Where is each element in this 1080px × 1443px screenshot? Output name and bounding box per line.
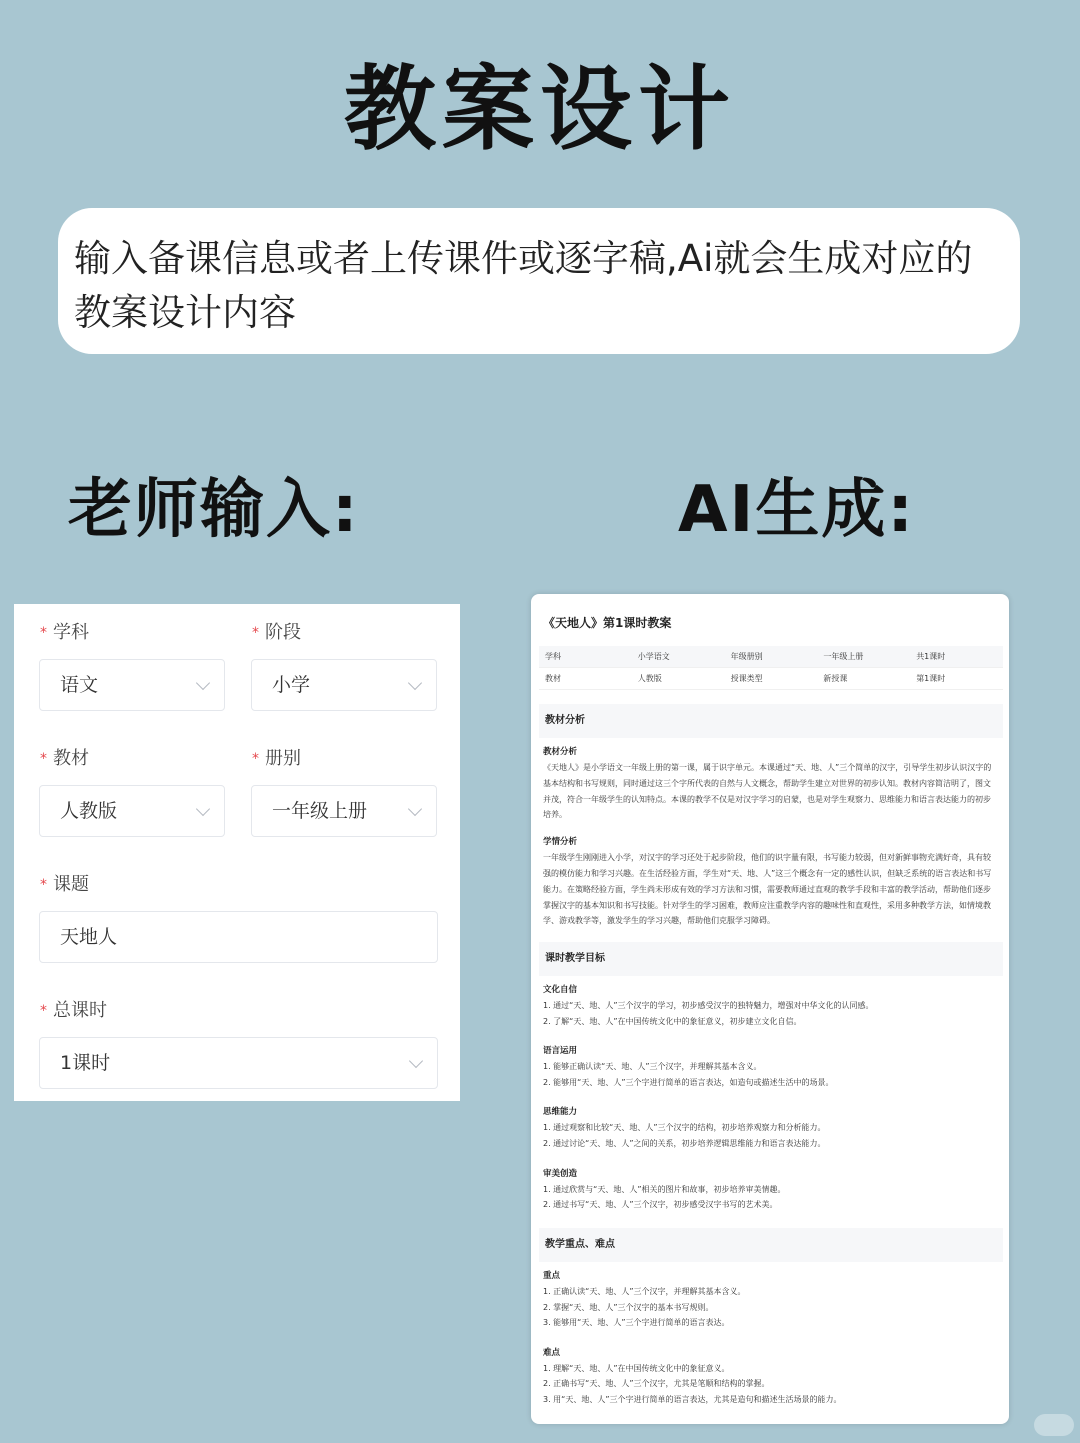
list-item: 2. 掌握“天、地、人”三个汉字的基本书写规则。 — [543, 1302, 714, 1312]
stage-select[interactable]: 小学 — [251, 659, 437, 711]
list-item: 3. 用“天、地、人”三个字进行简单的语言表达，尤其是造句和描述生活场景的能力。 — [543, 1394, 842, 1404]
section-heading: 教学重点、难点 — [539, 1228, 1003, 1262]
lesson-plan-document — [531, 594, 1009, 1424]
list-item: 2. 通过书写“天、地、人”三个汉字，初步感受汉字书写的艺术美。 — [543, 1200, 778, 1210]
teacher-input-label: 老师输入: — [68, 473, 360, 547]
info-table — [539, 646, 1003, 690]
table-cell: 学科 — [539, 646, 632, 668]
table-cell: 第1课时 — [910, 668, 1003, 690]
sub-heading: 文化自信 — [543, 985, 578, 995]
table-row — [539, 646, 1003, 668]
subject-select[interactable]: 语文 — [39, 659, 225, 711]
list-item: 1. 通过欣赏与“天、地、人”相关的图片和故事，初步培养审美情趣。 — [543, 1184, 786, 1194]
table-cell: 共1课时 — [910, 646, 1003, 668]
table-cell: 小学语文 — [632, 646, 725, 668]
watermark — [1034, 1414, 1074, 1436]
keypoints-block — [543, 1268, 997, 1408]
topic-label: * 课题 — [40, 874, 89, 895]
list-item: 1. 通过观察和比较“天、地、人”三个汉字的结构，初步培养观察力和分析能力。 — [543, 1123, 826, 1133]
chevron-down-icon — [408, 802, 422, 816]
sub-heading: 学情分析 — [543, 837, 578, 848]
sub-heading: 审美创造 — [543, 1168, 578, 1179]
paragraph: 一年级学生刚刚进入小学，对汉字的学习还处于起步阶段，他们的识字量有限，书写能力较弱，但对新鲜事物充满好奇，具有较强的模仿能力和学习兴趣。在生活经验方面，学生对“天、地、人”这三个概念有一定的感性认识，但缺乏系统的语言表达和书写能力。在策略经验方面，学生尚未形成有效的学习方法和习惯，需要教师通过直观的教学手段和丰富的教学活动，帮助他们逐步掌握汉字的基本知识和书写技能。针对学生的学习困难，教师应注重教学内容的趣味性和直观性，采用多种教学方法，如情境教学、游戏教学等，激发学生的学习兴趣，帮助他们克服学习障碍。 — [543, 853, 992, 926]
chevron-down-icon — [409, 1054, 423, 1068]
sub-heading: 重点 — [543, 1271, 561, 1281]
topic-input[interactable]: 天地人 — [39, 911, 438, 963]
table-cell: 授课类型 — [725, 668, 818, 690]
list-item: 2. 了解“天、地、人”在中国传统文化中的象征意义，初步建立文化自信。 — [543, 1016, 802, 1026]
list-item: 1. 通过“天、地、人”三个汉字的学习，初步感受汉字的独特魅力，增强对中华文化的认同感。 — [543, 1001, 874, 1010]
list-item: 2. 能够用“天、地、人”三个字进行简单的语言表达，如造句或描述生活中的场景。 — [543, 1077, 834, 1087]
volume-label: * 册别 — [252, 748, 301, 769]
table-row — [539, 668, 1003, 690]
list-item: 2. 正确书写“天、地、人”三个汉字，尤其是笔顺和结构的掌握。 — [543, 1379, 770, 1389]
paragraph: 《天地人》是小学语文一年级上册的第一课，属于识字单元。本课通过“天、地、人”三个简单的汉字，引导学生初步认识汉字的基本结构和书写规则，同时通过这三个字所代表的自然与人文概念，帮助学生建立对世界的初步认知。教材内容简洁明了，图文并茂，符合一年级学生的认知特点。本课的教学不仅是对汉字学习的启蒙，也是对学生观察力、思维能力和语言表达能力的初步培养。 — [543, 763, 992, 820]
sub-heading: 语言运用 — [543, 1046, 578, 1057]
hours-label: * 总课时 — [40, 1000, 107, 1021]
table-cell: 新授课 — [817, 668, 910, 690]
hours-select[interactable]: 1课时 — [39, 1037, 438, 1089]
chevron-down-icon — [408, 676, 422, 690]
list-item: 1. 能够正确认读“天、地、人”三个汉字，并理解其基本含义。 — [543, 1062, 762, 1072]
sub-heading: 难点 — [543, 1347, 561, 1358]
doc-title: 《天地人》第1课时教案 — [543, 616, 672, 630]
table-cell: 一年级上册 — [817, 646, 910, 668]
analysis-block — [543, 744, 997, 929]
table-cell: 教材 — [539, 668, 632, 690]
page-title: 教案设计 — [343, 56, 736, 163]
description-text: 输入备课信息或者上传课件或逐字稿,Ai就会生成对应的教案设计内容 — [74, 237, 973, 334]
stage-label: * 阶段 — [252, 622, 301, 643]
chevron-down-icon — [196, 802, 210, 816]
list-item: 1. 理解“天、地、人”在中国传统文化中的象征意义。 — [543, 1363, 730, 1373]
sub-heading: 教材分析 — [543, 747, 578, 757]
list-item: 2. 通过讨论“天、地、人”之间的关系，初步培养逻辑思维能力和语言表达能力。 — [543, 1138, 826, 1148]
section-heading: 课时教学目标 — [539, 942, 1003, 976]
textbook-label: * 教材 — [40, 748, 89, 769]
table-cell: 人教版 — [632, 668, 725, 690]
volume-select[interactable]: 一年级上册 — [251, 785, 437, 837]
subject-label: * 学科 — [40, 622, 89, 643]
list-item: 1. 正确认读“天、地、人”三个汉字，并理解其基本含义。 — [543, 1287, 746, 1296]
chevron-down-icon — [196, 676, 210, 690]
list-item: 3. 能够用“天、地、人”三个字进行简单的语言表达。 — [543, 1318, 730, 1328]
description-card — [58, 208, 1020, 354]
ai-generate-label: AI生成: — [678, 473, 915, 547]
section-heading: 教材分析 — [539, 704, 1003, 738]
textbook-select[interactable]: 人教版 — [39, 785, 225, 837]
goals-block — [543, 982, 997, 1213]
sub-heading: 思维能力 — [543, 1107, 578, 1118]
table-cell: 年级册别 — [725, 646, 818, 668]
lesson-form — [14, 604, 460, 1101]
